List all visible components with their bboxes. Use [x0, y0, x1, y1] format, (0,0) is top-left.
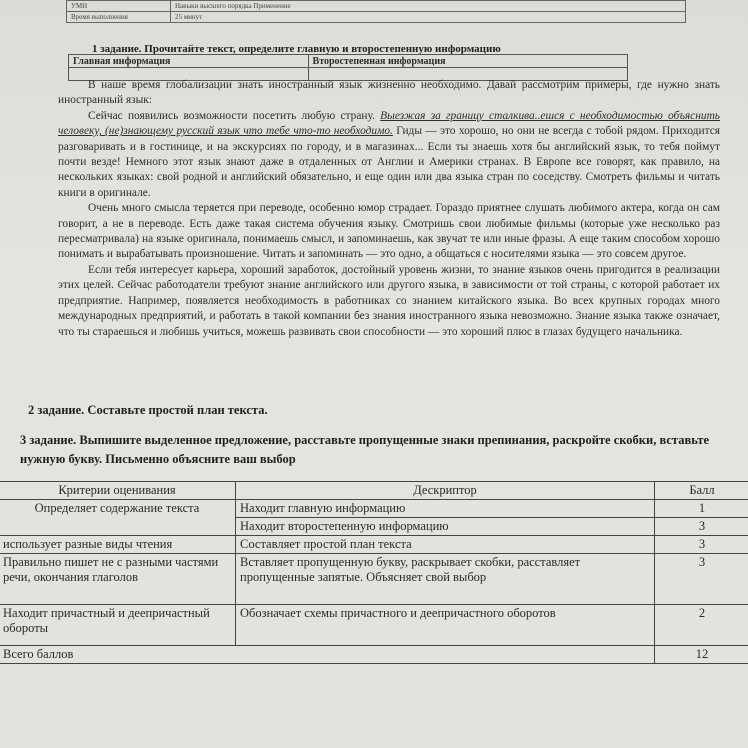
score-cell: 1: [655, 500, 748, 518]
descriptor-cell: Находит главную информацию: [236, 500, 655, 518]
highlighted-sentence: Выезжая за границу сталкива..ешся с необходимостью объяснить человеку, (не)знающему русский язык что тебе что-то необходимо.: [58, 109, 720, 138]
task3-title: 3 задание. Выпишите выделенное предложение, расставьте пропущенные знаки препинания, раскройте скобки, вставьте нужную букву. Письменно объясните ваш выбор: [20, 433, 710, 466]
criterion-cell: использует разные виды чтения: [0, 536, 236, 554]
col-main-header: Главная информация: [69, 55, 309, 68]
descriptor-cell: Составляет простой план текста: [236, 536, 655, 554]
meta-label: Время выполнения: [67, 12, 171, 23]
meta-label: УМН: [67, 1, 171, 12]
total-score: 12: [655, 646, 748, 664]
text-span: Сейчас появились возможности посетить любую страну.: [88, 109, 375, 122]
meta-value: 25 минут: [171, 12, 686, 23]
paragraph: Если тебя интересует карьера, хороший заработок, достойный уровень жизни, то знание языков очень пригодится в реализации этих целей. Сейчас работодатели требуют знание английского или другого языка, в зависимости от той страны, с которой работает их предприятие. Например, появляется необходимость в работниках со знанием китайского языка. Во всех крупных городах много международных предприятий, и работать в такой компании без знания иностранного языка невозможно. Знание языка также означает, что ты стараешься и любишь учиться, можешь развивать свои способности — это хороший плюс в глазах будущего начальника.: [58, 263, 720, 338]
task2-title: 2 задание. Составьте простой план текста.: [28, 403, 268, 417]
header-criteria: Критерии оценивания: [0, 482, 236, 500]
reading-text: [58, 78, 720, 340]
meta-table: [66, 0, 686, 23]
criterion-cell: Правильно пишет не с разными частями речи, окончания глаголов: [0, 554, 236, 605]
paragraph: В наше время глобализации знать иностранный язык жизненно необходимо. Давай рассмотрим примеры, где нужно знать иностранный язык:: [58, 79, 720, 107]
header-score: Балл: [655, 482, 748, 500]
header-descriptor: Дескриптор: [236, 482, 655, 500]
descriptor-cell: Находит второстепенную информацию: [236, 518, 655, 536]
total-label: Всего баллов: [0, 646, 655, 664]
score-cell: 3: [655, 518, 748, 536]
info-table: [68, 54, 628, 81]
task1-title: 1 задание. Прочитайте текст, определите главную и второстепенную информацию: [92, 43, 501, 55]
descriptor-cell: Обозначает схемы причастного и деепричастного оборотов: [236, 605, 655, 646]
paragraph: [58, 109, 720, 201]
score-cell: 3: [655, 554, 748, 605]
score-cell: 2: [655, 605, 748, 646]
descriptor-cell: Вставляет пропущенную букву, раскрывает скобки, расставляет пропущенные запятые. Объясняет свой выбор: [236, 554, 655, 605]
col-secondary-header: Второстепенная информация: [308, 55, 627, 68]
criterion-cell: Находит причастный и деепричастный обороты: [0, 605, 236, 646]
meta-value: Навыки высшего порядка Применение: [171, 1, 686, 12]
paragraph: Очень много смысла теряется при переводе, особенно юмор страдает. Гораздо приятнее слушать любимого актера, когда он сам говорит, а не в переводе. Есть даже такая система обучения языку. Смотришь свои любимые фильмы (которые уже несколько раз пересматривала) на языке оригинала, понимаешь смысл, и запоминаешь, как звучат те или иные фразы. А еще таким способом хорошо понимать и вырабатывать произношение. Читать и запоминать — это одно, а общаться с носителями языка — это совсем другое.: [58, 202, 720, 261]
criterion-cell: Определяет содержание текста: [0, 500, 236, 536]
text-span: Гиды — это хорошо, но они не всегда с тобой рядом. Приходится разговаривать и в гостинице, и на экскурсиях по городу, и в магазинах... Если ты знаешь хотя бы английский язык, то тебя поймут почти везде! Немного этот язык знают даже в отдаленных от Англии и Америки странах. В Европе все говорят, как правило, на нескольких языках: свой родной и английский обязательно, и еще один или два языка стран по соседству. Смотреть фильмы и читать книги в оригинале.: [58, 125, 720, 199]
score-cell: 3: [655, 536, 748, 554]
grading-table: [0, 481, 748, 664]
